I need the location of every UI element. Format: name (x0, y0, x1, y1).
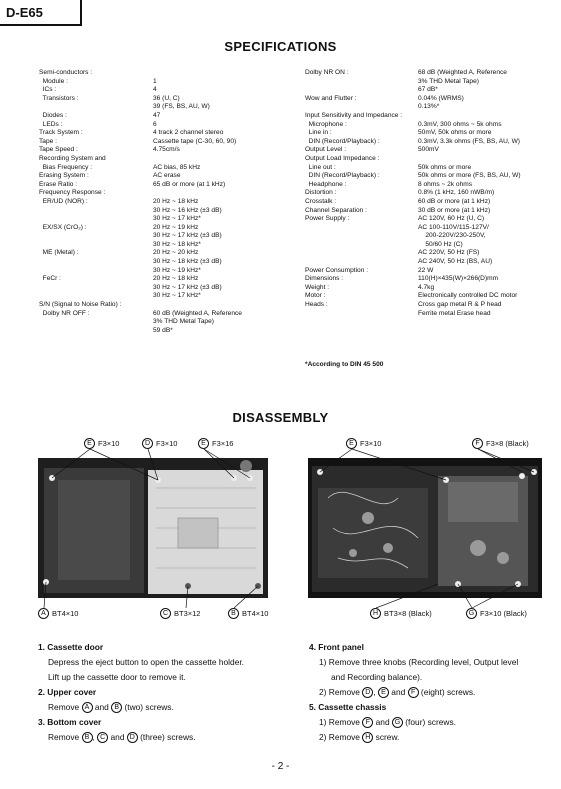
spec-value: Cassette tape (C-30, 60, 90) (153, 137, 237, 145)
spec-label: Tape : (39, 137, 57, 145)
callout-text: BT4×10 (52, 609, 79, 618)
spec-label: Power Supply : (305, 215, 350, 223)
spec-value: 67 dB* (418, 86, 438, 94)
spec-value: 30 Hz ~ 16 kHz (±3 dB) (153, 206, 222, 214)
callout-text: F3×16 (212, 439, 234, 448)
spec-value: 4 (153, 86, 157, 94)
word: Remove (48, 702, 80, 712)
disassembly-title: DISASSEMBLY (232, 410, 329, 425)
spec-label: Track System : (39, 129, 83, 137)
spec-value: 47 (153, 111, 161, 119)
spec-value: 30 Hz ~ 18 kHz (±3 dB) (153, 258, 222, 266)
spec-value: 36 (U, C) (153, 94, 180, 102)
letter-f: F (408, 687, 419, 698)
word: and (110, 732, 125, 742)
spec-value: 60 dB or more (at 1 kHz) (418, 197, 491, 205)
callout-letter: G (466, 608, 477, 619)
word: 2) Remove (319, 687, 360, 697)
spec-value: 30 dB or more (at 1 kHz) (418, 206, 491, 214)
steps-right (309, 640, 554, 745)
spec-label: Recording System and (39, 154, 106, 162)
spec-value: 3% THD Metal Tape) (153, 318, 214, 326)
spec-label: ME (Metal) : (39, 249, 79, 257)
word: Remove (48, 732, 80, 742)
step-4-2 (309, 685, 554, 700)
specifications-title: SPECIFICATIONS (224, 39, 337, 54)
step-4-1b: and Recording balance). (331, 672, 423, 682)
spec-value: AC 100-110V/115-127V/ (418, 223, 489, 231)
spec-value: 59 dB* (153, 326, 173, 334)
callout-letter: E (84, 438, 95, 449)
word: (two) screws. (124, 702, 174, 712)
word: , (373, 687, 376, 697)
spec-label: Line in : (305, 129, 332, 137)
spec-label: Line out : (305, 163, 336, 171)
spec-label: Erase Ratio : (39, 180, 78, 188)
spec-value: 6 (153, 120, 157, 128)
spec-value: Electronically controlled DC motor (418, 292, 518, 300)
callout-text: F3×10 (360, 439, 382, 448)
spec-label: Wow and Flutter : (305, 94, 357, 102)
step-4-1a: 1) Remove three knobs (Recording level, Output level (319, 657, 519, 667)
letter-d: D (127, 732, 138, 743)
spec-label: S/N (Signal to Noise Ratio) : (39, 301, 122, 309)
spec-label: Microphone : (305, 120, 347, 128)
spec-value: 30 Hz ~ 17 kHz* (153, 292, 201, 300)
spec-value: 30 Hz ~ 18 kHz* (153, 240, 201, 248)
spec-label: Motor : (305, 292, 326, 300)
step-1-text-a: Depress the eject button to open the cassette holder. (48, 657, 245, 667)
spec-value: 8 ohms ~ 2k ohms (418, 180, 473, 188)
din-footnote: *According to DIN 45 500 (305, 361, 384, 368)
spec-value: Ferrite metal Erase head (418, 309, 491, 317)
spec-label: Module : (39, 77, 68, 85)
spec-value: AC 120V, 60 Hz (U, C) (418, 215, 485, 223)
spec-value: 0.8% (1 kHz, 160 nWB/m) (418, 189, 495, 197)
letter-g: G (392, 717, 403, 728)
word: and (94, 702, 109, 712)
spec-label: Weight : (305, 283, 330, 291)
step-3-text (38, 730, 288, 745)
callout-text: BT4×10 (242, 609, 269, 618)
spec-label: ER/UD (NOR) : (39, 197, 88, 205)
callout-letter: D (142, 438, 153, 449)
spec-value: 30 Hz ~ 17 kHz (±3 dB) (153, 283, 222, 291)
step-3-heading: 3. Bottom cover (38, 717, 102, 727)
spec-label: LEDs : (39, 120, 63, 128)
spec-value: 4.75cm/s (153, 146, 180, 154)
spec-label: Power Consumption : (305, 266, 369, 274)
spec-label: Channel Separation : (305, 206, 367, 214)
word: 2) Remove (319, 732, 360, 742)
spec-label: Transistors : (39, 94, 79, 102)
spec-label: Dimensions : (305, 275, 344, 283)
spec-value: 200-220V/230-250V, (418, 232, 486, 240)
spec-label: DIN (Record/Playback) : (305, 137, 380, 145)
spec-label: Heads : (305, 301, 328, 309)
spec-value: AC 220V, 50 Hz (FS) (418, 249, 480, 257)
letter-c: C (97, 732, 108, 743)
callout-letter: C (160, 608, 171, 619)
spec-value: AC bias, 85 kHz (153, 163, 201, 171)
step-2-text (38, 700, 288, 715)
spec-label: Dolby NR ON : (305, 69, 349, 76)
callout-text: F3×8 (Black) (486, 439, 529, 448)
spec-value: 500mV (418, 146, 439, 154)
spec-value: 0.13%* (418, 103, 440, 111)
step-5-1 (309, 715, 554, 730)
spec-label: DIN (Record/Playback) : (305, 172, 380, 180)
spec-label: Diodes : (39, 111, 67, 119)
spec-label: Input Sensitivity and Impedance : (305, 111, 403, 119)
word: and (375, 717, 390, 727)
spec-value: 50k ohms or more (418, 163, 472, 171)
spec-value: 39 (FS, BS, AU, W) (153, 103, 210, 111)
callout-text: BT3×12 (174, 609, 201, 618)
spec-value: 50/60 Hz (C) (418, 240, 463, 248)
spec-label: Output Level : (305, 146, 347, 154)
spec-value: 20 Hz ~ 20 kHz (153, 249, 199, 257)
spec-value: 68 dB (Weighted A, Reference (418, 69, 507, 76)
spec-value: 30 Hz ~ 19 kHz* (153, 266, 201, 274)
model-tag: D-E65 (0, 0, 82, 26)
spec-value: 4 track 2 channel stereo (153, 129, 224, 137)
spec-value: 20 Hz ~ 19 kHz (153, 223, 199, 231)
steps-left (38, 640, 288, 745)
callout-text: F3×10 (156, 439, 178, 448)
word: 1) Remove (319, 717, 360, 727)
spec-label: FeCr : (39, 275, 61, 283)
callout-letter: E (198, 438, 209, 449)
spec-label: Crosstalk : (305, 197, 337, 205)
spec-value: 0.3mV, 300 ohms ~ 5k ohms (418, 120, 502, 128)
spec-value: Cross gap metal R & P head (418, 301, 502, 309)
spec-value: 0.04% (WRMS) (418, 94, 464, 102)
spec-label: Frequency Response : (39, 189, 106, 197)
spec-value: AC erase (153, 172, 181, 180)
spec-value: 3% THD Metal Tape) (418, 77, 479, 85)
spec-value: 60 dB (Weighted A, Reference (153, 309, 242, 317)
spec-label: Dolby NR OFF : (39, 309, 90, 317)
spec-value: 22 W (418, 266, 434, 274)
spec-value: 110(H)×435(W)×266(D)mm (418, 275, 499, 283)
spec-value: 50mV, 50k ohms or more (418, 129, 492, 137)
callout-letter: A (38, 608, 49, 619)
step-4-heading: 4. Front panel (309, 642, 364, 652)
callout-text: F3×10 (Black) (480, 609, 527, 618)
callout-letter: F (472, 438, 483, 449)
callout-letter: E (346, 438, 357, 449)
letter-h: H (362, 732, 373, 743)
spec-value: 50k ohms or more (FS, BS, AU, W) (418, 172, 521, 180)
spec-value: 30 Hz ~ 17 kHz (±3 dB) (153, 232, 222, 240)
letter-b: B (111, 702, 122, 713)
spec-value: 1 (153, 77, 157, 85)
spec-value: 65 dB or more (at 1 kHz) (153, 180, 226, 188)
spec-value: AC 240V, 50 Hz (BS, AU) (418, 258, 493, 266)
spec-value: 20 Hz ~ 18 kHz (153, 197, 199, 205)
spec-value: 30 Hz ~ 17 kHz* (153, 215, 201, 223)
spec-label: ICs : (39, 86, 57, 94)
spec-label: Bias Frequency : (39, 163, 93, 171)
letter-f: F (362, 717, 373, 728)
step-5-2 (309, 730, 554, 745)
step-2-heading: 2. Upper cover (38, 687, 97, 697)
word: , (92, 732, 95, 742)
word: screw. (375, 732, 400, 742)
letter-d: D (362, 687, 373, 698)
callout-text: BT3×8 (Black) (384, 609, 432, 618)
step-5-heading: 5. Cassette chassis (309, 702, 387, 712)
spec-value: 4.7kg (418, 283, 435, 291)
spec-label: Output Load Impedance : (305, 154, 380, 162)
letter-a: A (82, 702, 93, 713)
step-1-heading: 1. Cassette door (38, 642, 104, 652)
spec-label: Erasing System : (39, 172, 89, 180)
letter-e: E (378, 687, 389, 698)
spec-label: EX/SX (CrO₂) : (39, 223, 87, 231)
letter-b: B (82, 732, 93, 743)
word: (four) screws. (405, 717, 456, 727)
spec-label: Tape Speed : (39, 146, 78, 154)
word: (eight) screws. (420, 687, 476, 697)
callout-text: F3×10 (98, 439, 120, 448)
spec-label: Semi-conductors : (39, 69, 93, 76)
word: and (391, 687, 406, 697)
spec-label: Headphone : (305, 180, 347, 188)
spec-value: 20 Hz ~ 18 kHz (153, 275, 199, 283)
word: (three) screws. (140, 732, 196, 742)
step-1-text-b: Lift up the cassette door to remove it. (48, 672, 186, 682)
spec-label: Distortion : (305, 189, 337, 197)
page-number: - 2 - (271, 761, 290, 772)
callout-letter: B (228, 608, 239, 619)
spec-value: 0.3mV, 3.3k ohms (FS, BS, AU, W) (418, 137, 520, 145)
callout-letter: H (370, 608, 381, 619)
